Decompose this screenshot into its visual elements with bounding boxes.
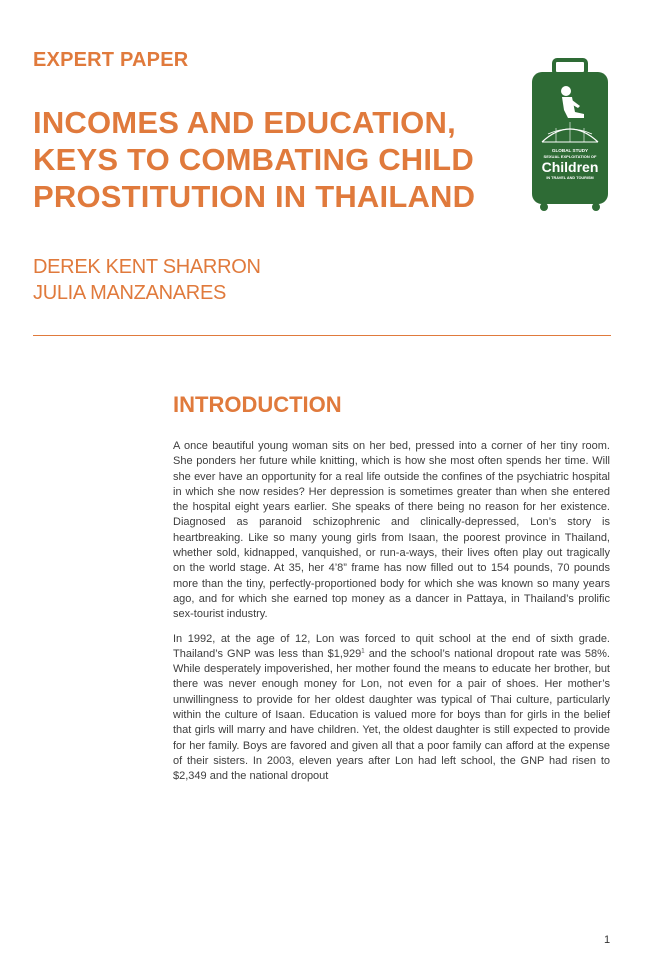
author-list [33, 254, 261, 306]
body-text [173, 439, 610, 794]
logo-text-line: IN TRAVEL AND TOURISM [546, 176, 594, 180]
paper-type-label: EXPERT PAPER [33, 49, 189, 71]
footnote-ref: 1 [361, 648, 365, 655]
author-name: DEREK KENT SHARRON [33, 256, 261, 278]
author-name: JULIA MANZANARES [33, 282, 227, 304]
title-line: PROSTITUTION IN THAILAND [33, 179, 476, 214]
title-line: INCOMES AND EDUCATION, [33, 105, 456, 140]
logo-text-line: GLOBAL STUDY [551, 148, 589, 153]
logo-text-line: SEXUAL EXPLOITATION OF [543, 154, 597, 159]
global-study-logo [528, 58, 612, 212]
paragraph: A once beautiful young woman sits on her bed, pressed into a corner of her tiny room. She ponders her future while knitting, which is how she most often spends her time. Will she ever have an opportunity for a real life outside the confines of the psychiatric hospital in which she now resides? Her depression is sometimes greater than when she entered the hospital eight years earlier. She speaks of there being no reason for her existence. Diagnosed as paranoid schizophrenic and clinically-depressed, Lon’s story is heartbreaking. Like so many young girls from Isaan, the poorest province in Thailand, whether sold, kidnapped, vanquished, or run-a-ways, their lives often play out tragically on the world stage. At 35, her 4’8” frame has now filled out to 154 pounds, 70 pounds more than the tiny, perfectly-proportioned body for which she was known so many years ago, and for which she earned top money as a dancer in Pattaya, in Thailand’s prolific sex-tourist industry. [173, 440, 610, 621]
paragraph-text: and the school’s national dropout rate was 58%. While desperately impoverished, her mother found the means to educate her brother, but there was never enough money for Lon, not even for a pair of shoes. Her mother’s unwillingness to provide for her oldest daughter was typical of Thai culture, particularly within the culture of Isaan. Education is valued more for boys than for girls in the belief that girls will marry and have children. Yet, the oldest daughter is still expected to provide for her family. Boys are favored and given all that a poor family can afford at the expense of their sisters. In 2003, eleven years after Lon had left school, the GNP had risen to $2,349 and the national dropout [173, 647, 610, 783]
header-divider [33, 335, 611, 336]
page-number: 1 [604, 934, 611, 946]
title-line: KEYS TO COMBATING CHILD [33, 142, 474, 177]
logo-text-children: Children [541, 159, 599, 175]
section-heading: INTRODUCTION [173, 392, 342, 417]
paragraph [173, 632, 610, 785]
paper-title [33, 104, 513, 215]
paragraph-text: In 1992, at the age of 12, Lon was forced to quit school at the end of sixth grade. Thailand’s GNP was less than $1,929 [173, 632, 610, 660]
